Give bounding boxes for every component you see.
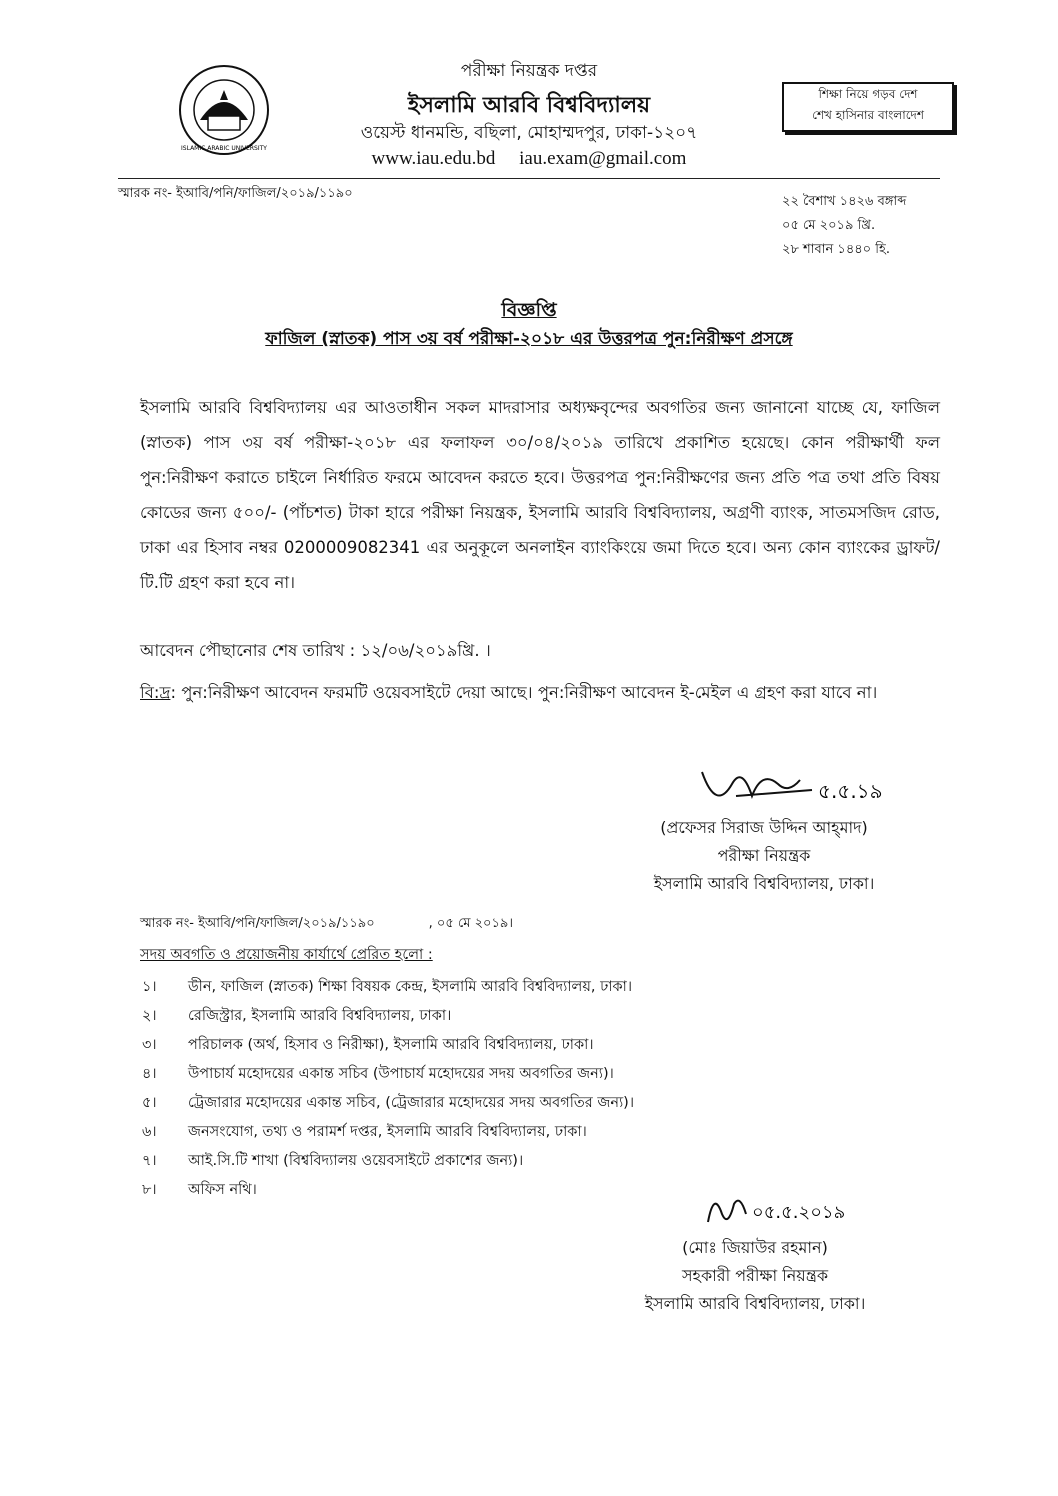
signatory-2-institution: ইসলামি আরবি বিশ্ববিদ্যালয়, ঢাকা।	[644, 1294, 866, 1313]
signatory-1-institution: ইসলামি আরবি বিশ্ববিদ্যালয়, ঢাকা।	[653, 874, 875, 893]
copy-memo-date: , ০৫ মে ২০১৯।	[428, 916, 513, 931]
notice-body: ইসলামি আরবি বিশ্ববিদ্যালয় এর আওতাধীন সকল মাদরাসার অধ্যক্ষবৃন্দের অবগতির জন্য জানানো যাচ্ছে যে, ফাজিল (স্নাতক) পাস ৩য় বর্ষ পরীক্ষা-২০১৮ এর ফলাফল ৩০/০৪/২০১৯ তারিখে প্রকাশিত হয়েছে। কোন পরীক্ষার্থী ফল পুন:নিরীক্ষণ করাতে চাইলে নির্ধারিত ফরমে আবেদন করতে হবে। উত্তরপত্র পুন:নিরীক্ষণের জন্য প্রতি পত্র তথা প্রতি বিষয় কোডের জন্য ৫০০/- (পাঁচশত) টাকা হারে পরীক্ষা নিয়ন্ত্রক, ইসলামি আরবি বিশ্ববিদ্যালয়, অগ্রণী ব্যাংক, সাতমসজিদ রোড, ঢাকা এর হিসাব নম্বর 0200009082341 এর অনুকূলে অনলাইন ব্যাংকিংয়ে জমা দিতে হবে। অন্য কোন ব্যাংকের ড্রাফট/টি.টি গ্রহণ করা হবে না।	[140, 398, 940, 592]
signatory-1-name: (প্রফেসর সিরাজ উদ্দিন আহ্‌মাদ)	[660, 818, 868, 837]
contact-line	[0, 148, 1058, 170]
website-link[interactable]: www.iau.edu.bd	[371, 148, 496, 169]
signature-controller	[692, 750, 922, 820]
list-item: ৭। আই.সি.টি শাখা (বিশ্ববিদ্যালয় ওয়েবসাইটে প্রকাশের জন্য)।	[142, 1153, 524, 1169]
signatory-1-designation: পরীক্ষা নিয়ন্ত্রক	[717, 846, 811, 865]
copy-memo-line	[140, 914, 513, 935]
nb-text: : পুন:নিরীক্ষণ আবেদন ফরমটি ওয়েবসাইটে দেয়া আছে। পুন:নিরীক্ষণ আবেদন ই-মেইল এ গ্রহণ করা যাবে না।	[170, 683, 878, 702]
notice-title: বিজ্ঞপ্তি	[501, 299, 557, 321]
signatory-2-designation: সহকারী পরীক্ষা নিয়ন্ত্রক	[681, 1266, 829, 1285]
signature-assistant-controller	[700, 1184, 900, 1234]
university-address: ওয়েস্ট ধানমন্ডি, বছিলা, মোহাম্মদপুর, ঢাকা-১২০৭	[360, 123, 698, 143]
slogan-line-2: শেখ হাসিনার বাংলাদেশ	[812, 108, 924, 122]
date-bangla: ২২ বৈশাখ ১৪২৬ বঙ্গাব্দ	[782, 194, 907, 209]
date-hijri: ২৮ শাবান ১৪৪০ হি.	[782, 242, 890, 257]
signature-date-1: ৫.৫.১৯	[818, 779, 883, 803]
copy-memo-number: স্মারক নং- ইআবি/পনি/ফাজিল/২০১৯/১১৯০	[140, 916, 375, 931]
list-item: ৬। জনসংযোগ, তথ্য ও পরামর্শ দপ্তর, ইসলামি আরবি বিশ্ববিদ্যালয়, ঢাকা।	[142, 1124, 587, 1140]
nb-note	[140, 676, 940, 709]
header-divider	[118, 178, 940, 179]
date-english: ০৫ মে ২০১৯ খ্রি.	[782, 218, 876, 233]
signatory-2	[610, 1234, 900, 1318]
notice-subject: ফাজিল (স্নাতক) পাস ৩য় বর্ষ পরীক্ষা-২০১৮ এর উত্তরপত্র পুন:নিরীক্ষণ প্রসঙ্গে	[265, 329, 793, 349]
memo-number: স্মারক নং- ইআবি/পনি/ফাজিল/২০১৯/১১৯০	[118, 186, 353, 201]
application-deadline: আবেদন পৌছানোর শেষ তারিখ : ১২/০৬/২০১৯খ্রি. ।	[140, 641, 491, 660]
list-item: ৮। অফিস নথি।	[142, 1182, 257, 1198]
nb-label: বি:দ্র	[140, 683, 171, 702]
copy-heading: সদয় অবগতি ও প্রয়োজনীয় কার্যার্থে প্রেরিত হলো :	[140, 947, 433, 963]
university-name: ইসলামি আরবি বিশ্ববিদ্যালয়	[407, 93, 651, 118]
recipient-list	[140, 970, 900, 1202]
svg-text:ISLAMIC ARABIC UNIVERSITY: ISLAMIC ARABIC UNIVERSITY	[181, 145, 267, 152]
list-item: ৫। ট্রেজারার মহোদয়ের একান্ত সচিব, (ট্রেজারার মহোদয়ের সদয় অবগতির জন্য)।	[142, 1095, 635, 1111]
email-link[interactable]: iau.exam@gmail.com	[519, 148, 687, 169]
slogan-box	[782, 82, 954, 132]
signature-date-2: ০৫.৫.২০১৯	[752, 1202, 846, 1223]
list-item: ৪। উপাচার্য মহোদয়ের একান্ত সচিব (উপাচার্য মহোদয়ের সদয় অবগতির জন্য)।	[142, 1066, 614, 1082]
list-item: ১। ডীন, ফাজিল (স্নাতক) শিক্ষা বিষয়ক কেন্দ্র, ইসলামি আরবি বিশ্ববিদ্যালয়, ঢাকা।	[142, 979, 633, 995]
signatory-2-name: (মোঃ জিয়াউর রহমান)	[682, 1238, 828, 1257]
signatory-1	[618, 814, 910, 898]
list-item: ২। রেজিস্ট্রার, ইসলামি আরবি বিশ্ববিদ্যালয়, ঢাকা।	[142, 1008, 452, 1024]
slogan-line-1: শিক্ষা নিয়ে গড়ব দেশ	[818, 87, 918, 101]
list-item: ৩। পরিচালক (অর্থ, হিসাব ও নিরীক্ষা), ইসলামি আরবি বিশ্ববিদ্যালয়, ঢাকা।	[142, 1037, 594, 1053]
office-name: পরীক্ষা নিয়ন্ত্রক দপ্তর	[460, 61, 598, 81]
